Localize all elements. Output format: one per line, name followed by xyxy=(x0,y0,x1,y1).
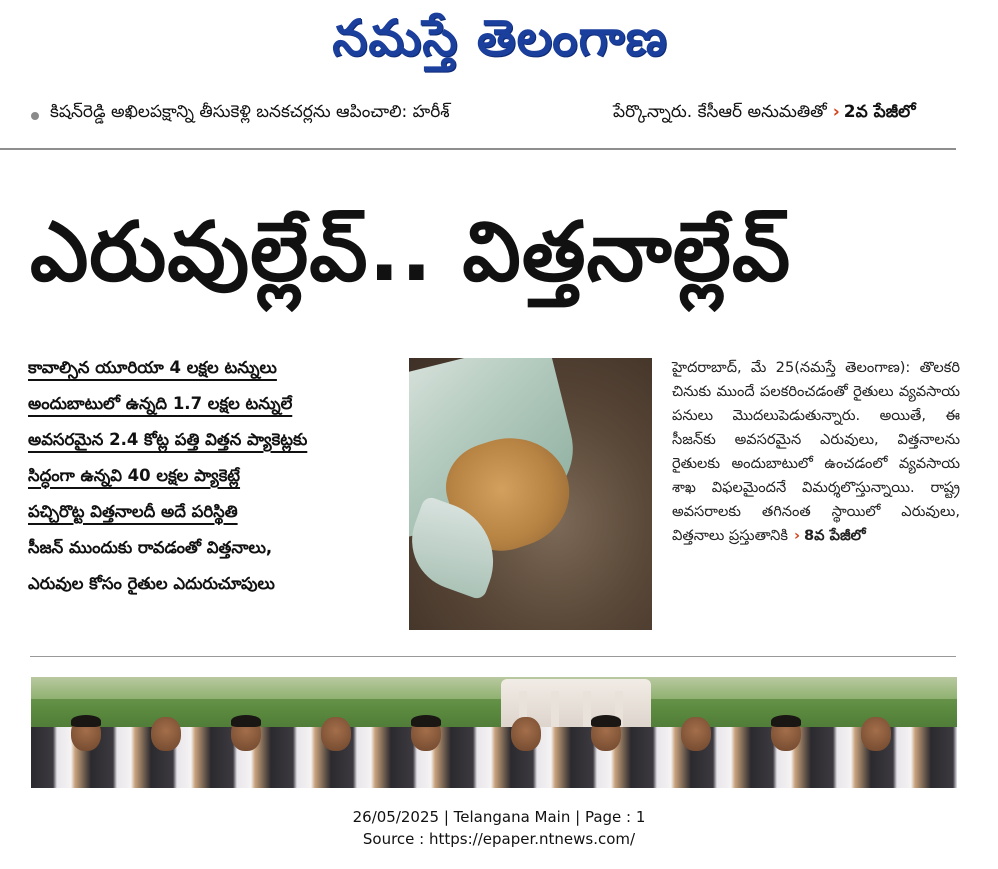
photo-person xyxy=(321,717,351,751)
bottom-divider xyxy=(30,656,956,657)
page-footer xyxy=(0,806,998,850)
highlight-item: పచ్చిరొట్ట విత్తనాలదీ అదే పరిస్థితి xyxy=(28,502,238,521)
crowd-photo xyxy=(31,677,957,788)
seeds-photo xyxy=(409,358,652,630)
highlight-item: ఎరువుల కోసం రైతుల ఎదురుచూపులు xyxy=(28,574,275,593)
highlight-item: కావాల్సిన యూరియా 4 లక్షల టన్నులు xyxy=(28,358,277,377)
ticker-row xyxy=(28,98,958,134)
photo-hair xyxy=(231,715,261,727)
chevron-right-icon: › xyxy=(793,527,800,544)
chevron-right-icon: › xyxy=(832,102,840,122)
photo-hair xyxy=(591,715,621,727)
highlight-item: అందుబాటులో ఉన్నది 1.7 లక్షల టన్నులే xyxy=(28,394,293,413)
photo-hair xyxy=(411,715,441,727)
highlight-item: అవసరమైన 2.4 కోట్ల పత్తి విత్తన ప్యాకెట్లకు xyxy=(28,430,308,449)
photo-person xyxy=(511,717,541,751)
ticker-continuation-text: పేర్కొన్నారు. కేసీఆర్ అనుమతితో xyxy=(613,102,827,122)
ticker-headline[interactable]: కిషన్‌రెడ్డి అఖిలపక్షాన్ని తీసుకెళ్లి బనకచర్లను ఆపించాలి: హరీశ్ xyxy=(50,102,450,122)
ticker-page-ref: 2వ పేజీలో xyxy=(843,102,916,122)
bullet-dot-icon xyxy=(31,112,39,120)
masthead-logo: నమస్తే తెలంగాణ xyxy=(332,9,668,67)
article-continuation-link[interactable] xyxy=(788,527,866,544)
photo-person xyxy=(861,717,891,751)
photo-person xyxy=(681,717,711,751)
ticker-continuation[interactable] xyxy=(613,102,916,126)
top-divider xyxy=(0,148,956,150)
highlights-list xyxy=(28,350,400,602)
photo-person xyxy=(151,717,181,751)
article-text: హైదరాబాద్, మే 25(నమస్తే తెలంగాణ): తొలకరి చినుకు ముందే పలకరించడంతో రైతులు వ్యవసాయ పనులు మొదలుపెడుతున్నారు. అయితే, ఈ సీజన్‌కు అవసరమైన ఎరువులు, విత్తనాలను రైతులకు అందుబాటులో ఉంచడంలో వ్యవసాయ శాఖ విఫలమైందనే విమర్శలొస్తున్నాయి. రాష్ట్ర అవసరాలకు తగినంత స్థాయిలో ఎరువులు, విత్తనాలు ప్రస్తుతానికి xyxy=(672,359,960,544)
photo-hair xyxy=(71,715,101,727)
highlight-item: సిద్ధంగా ఉన్నవి 40 లక్షల ప్యాకెట్లే xyxy=(28,466,241,485)
article-page-ref: 8వ పేజీలో xyxy=(803,527,866,544)
footer-date-edition: 26/05/2025 | Telangana Main | Page : 1 xyxy=(352,808,646,826)
highlight-item: సీజన్ ముందుకు రావడంతో విత్తనాలు, xyxy=(28,538,273,557)
article-body xyxy=(672,356,960,548)
photo-sky xyxy=(31,677,957,699)
main-headline: ఎరువుల్లేవ్.. విత్తనాల్లేవ్ xyxy=(30,205,792,300)
footer-source[interactable]: Source : https://epaper.ntnews.com/ xyxy=(362,830,636,848)
photo-hair xyxy=(771,715,801,727)
